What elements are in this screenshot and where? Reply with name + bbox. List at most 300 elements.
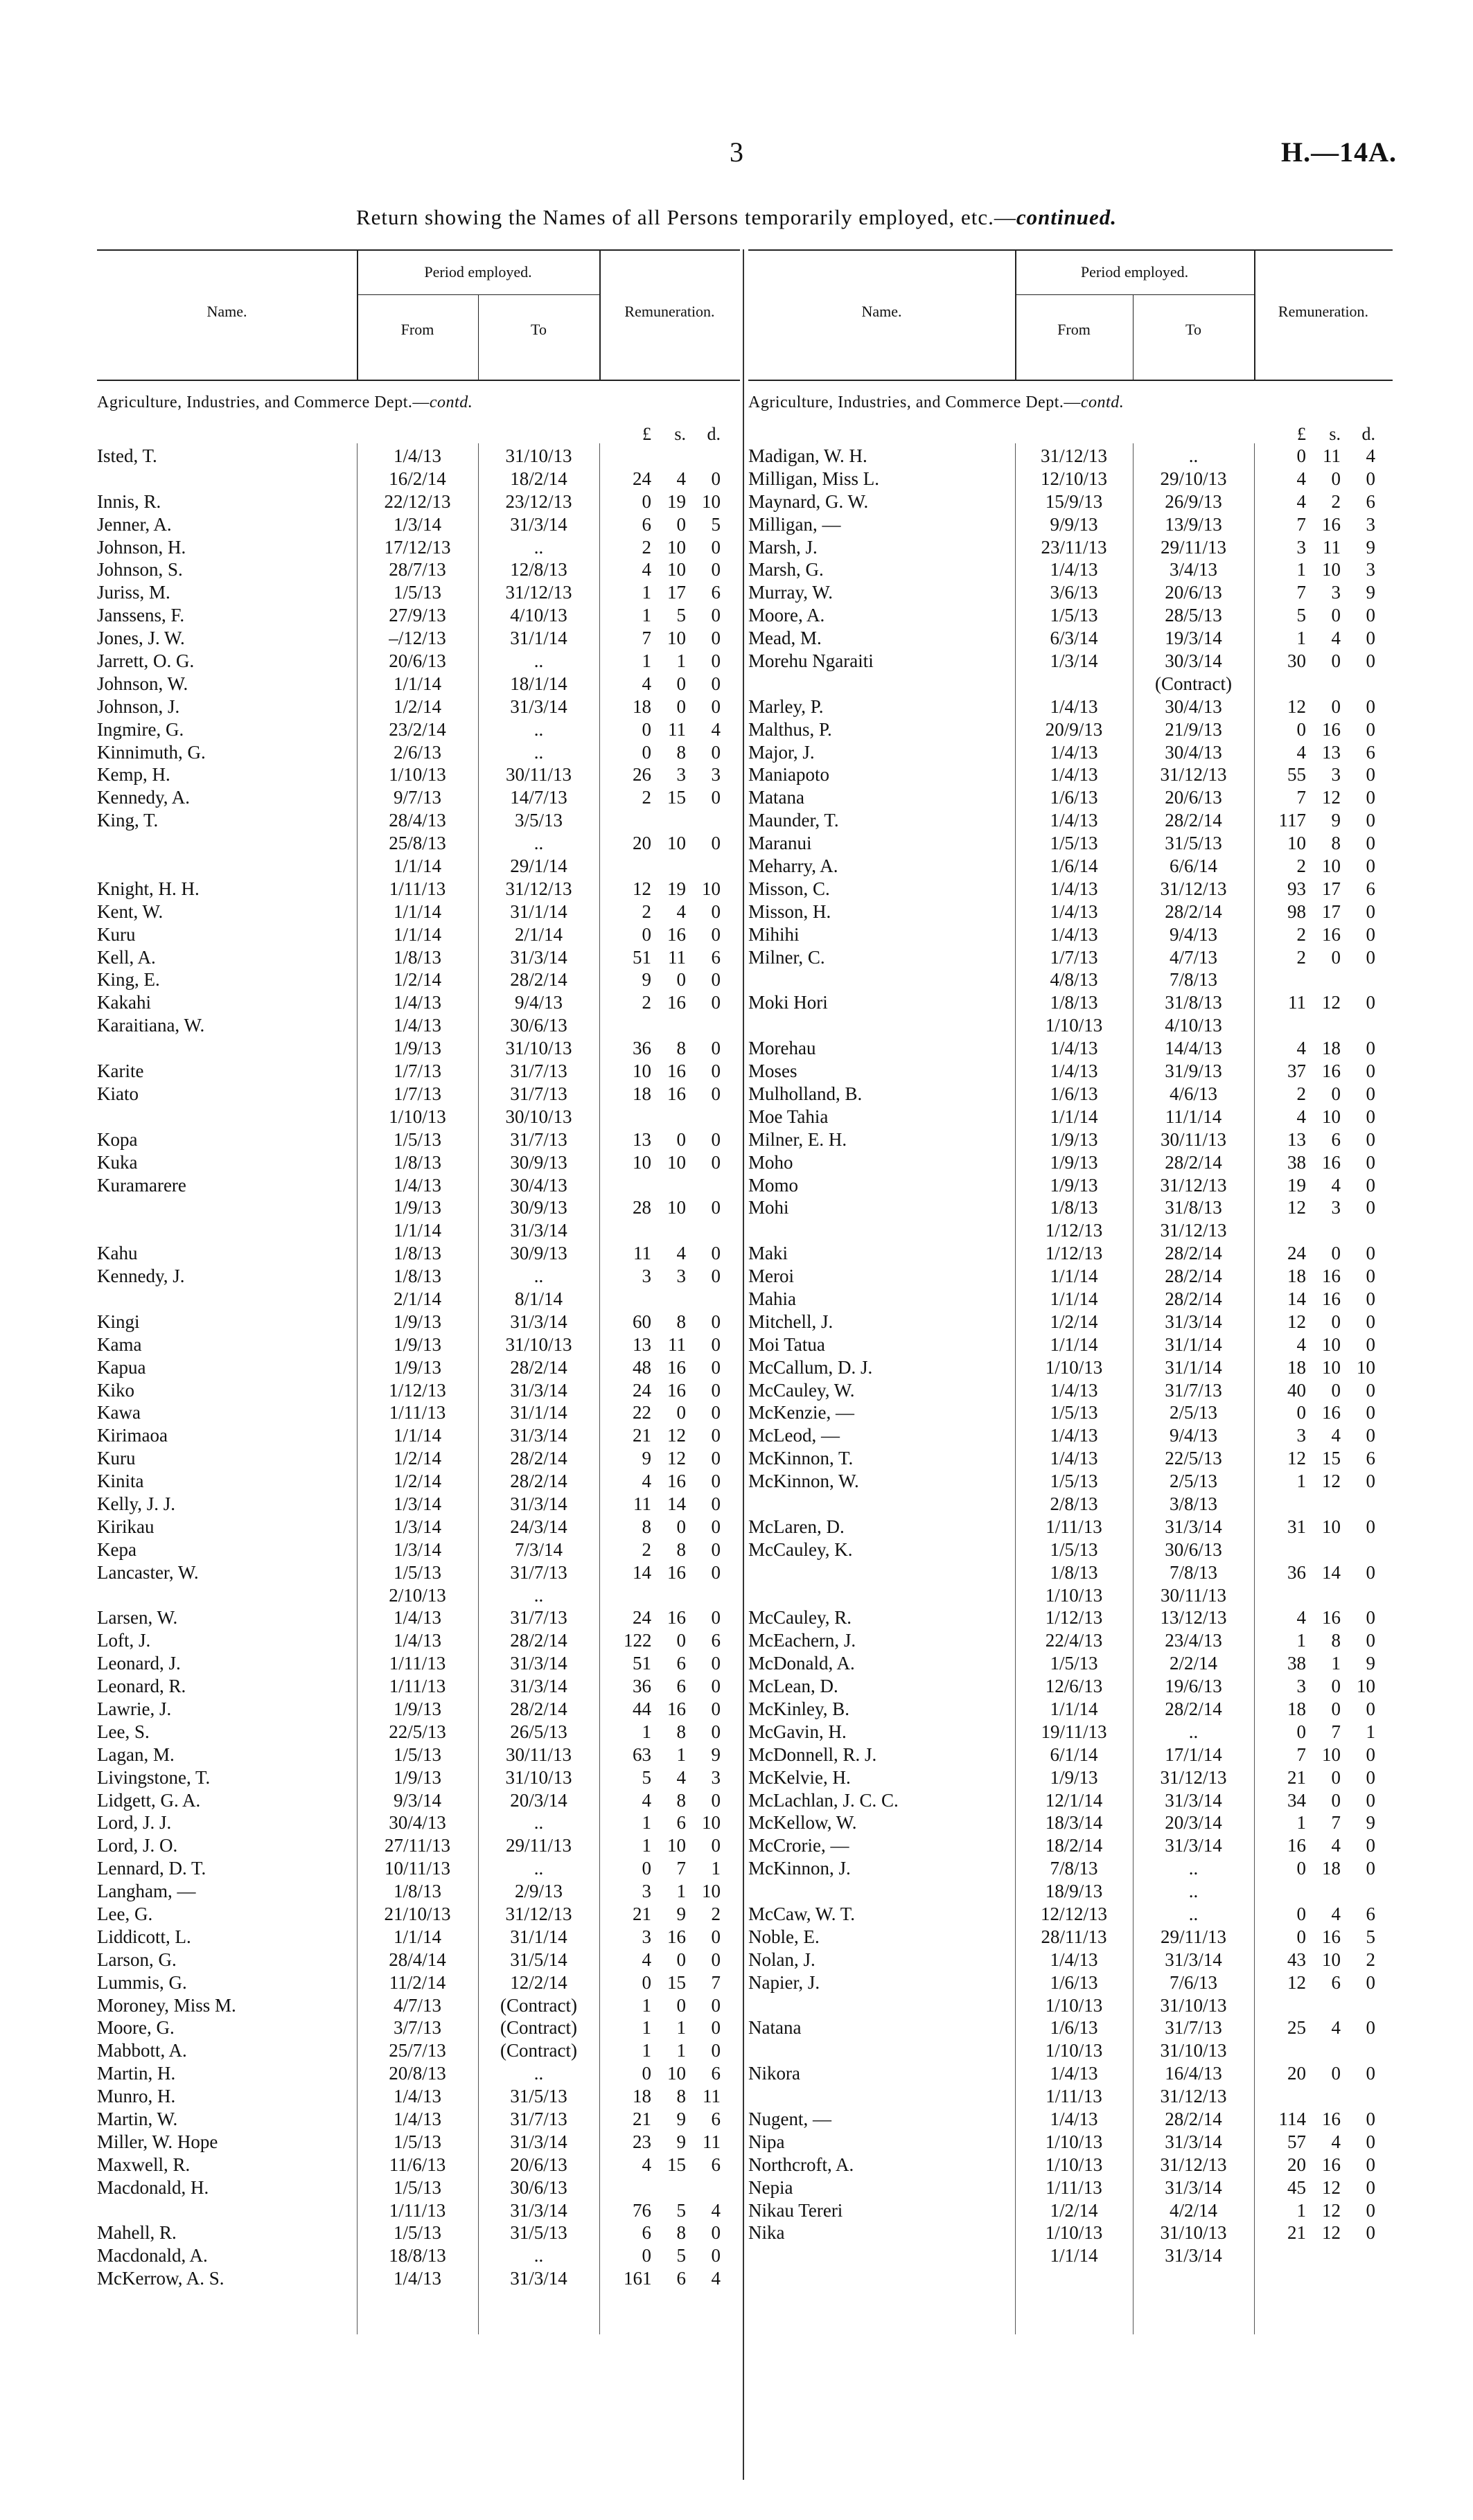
remuneration-header: Remuneration.	[1278, 303, 1369, 320]
name-cell: Mitchell, J.	[748, 1311, 833, 1332]
pounds-cell: 18	[1287, 1698, 1306, 1719]
pounds-cell: 3	[1296, 536, 1306, 558]
table-row	[748, 1629, 1393, 1652]
shillings-cell: 0	[1331, 1789, 1341, 1811]
from-date-cell: 1/10/13	[1045, 1584, 1103, 1606]
name-cell: Kiko	[97, 1379, 134, 1401]
pounds-cell: 24	[633, 1379, 651, 1401]
pence-cell: 0	[711, 695, 721, 717]
from-date-cell: 18/8/13	[389, 2245, 446, 2266]
pounds-cell: 51	[633, 1653, 651, 1674]
to-date-cell: 31/5/13	[510, 2086, 567, 2107]
shillings-cell: 6	[676, 1812, 686, 1834]
from-date-cell: 1/6/13	[1050, 1083, 1098, 1104]
from-date-cell: 7/8/13	[1050, 1858, 1098, 1879]
pounds-cell: 4	[1296, 1607, 1306, 1629]
pounds-cell: 9	[642, 1448, 651, 1469]
to-date-cell: 18/2/14	[510, 468, 567, 489]
shillings-cell: 16	[667, 1561, 686, 1583]
name-cell: Larsen, W.	[97, 1607, 178, 1629]
table-row	[748, 627, 1393, 650]
shillings-cell: 16	[1322, 1288, 1341, 1309]
pounds-cell: 2	[1296, 946, 1306, 968]
from-date-cell: 1/9/13	[393, 1197, 441, 1218]
table-row	[97, 1743, 740, 1766]
to-date-cell: 30/11/13	[1160, 1128, 1226, 1150]
name-cell: Napier, J.	[748, 1971, 820, 1993]
from-date-cell: 1/1/14	[1050, 2245, 1098, 2266]
pence-cell: 3	[1366, 559, 1375, 580]
shillings-cell: 12	[1322, 2199, 1341, 2221]
shillings-cell: 10	[1322, 855, 1341, 877]
table-row	[97, 2085, 740, 2108]
to-date-cell: 31/10/13	[505, 445, 572, 466]
from-date-cell: 9/9/13	[1050, 513, 1098, 535]
name-cell: Nika	[748, 2222, 785, 2244]
to-date-cell: ..	[1188, 445, 1199, 466]
from-date-cell: 2/8/13	[1050, 1493, 1098, 1514]
name-cell: Marley, P.	[748, 695, 824, 717]
pounds-cell: 12	[1287, 1311, 1306, 1332]
to-date-cell: ..	[533, 2063, 544, 2084]
to-date-cell: 28/2/14	[1165, 1243, 1222, 1264]
table-row	[748, 2062, 1393, 2085]
pounds-cell: 2	[642, 787, 651, 808]
pounds-cell: 11	[633, 1493, 651, 1514]
section-contd: contd.	[429, 393, 473, 411]
pence-cell: 0	[1366, 1128, 1375, 1150]
pence-cell: 0	[711, 468, 721, 489]
to-date-cell: 31/1/14	[1165, 1356, 1222, 1378]
pounds-cell: 28	[633, 1197, 651, 1218]
from-date-cell: 1/12/13	[389, 1379, 446, 1401]
pence-cell: 0	[1366, 2017, 1375, 2039]
to-date-cell: 31/3/14	[510, 2131, 567, 2152]
pence-cell: 0	[1366, 1288, 1375, 1309]
shillings-cell: 9	[676, 2131, 686, 2152]
shillings-cell: 0	[1331, 695, 1341, 717]
name-cell: Moki Hori	[748, 992, 828, 1013]
table-row	[97, 1538, 740, 1561]
to-date-cell: 31/10/13	[1160, 2040, 1227, 2061]
table-row	[97, 1401, 740, 1424]
section-heading	[748, 381, 1393, 424]
name-cell: McKenzie, —	[748, 1402, 854, 1423]
shillings-cell: 16	[1322, 513, 1341, 535]
shillings-cell: 0	[676, 969, 686, 991]
table-row	[97, 2221, 740, 2244]
to-date-cell: 31/7/13	[510, 1083, 567, 1104]
to-date-cell: 31/12/13	[1160, 2154, 1227, 2175]
table-row	[748, 946, 1393, 969]
pence-cell: 0	[1366, 1698, 1375, 1719]
pounds-cell: 0	[1296, 1721, 1306, 1742]
to-date-cell: 23/12/13	[505, 490, 572, 512]
shillings-cell: 10	[667, 1151, 686, 1173]
pence-cell: 2	[1366, 1949, 1375, 1970]
name-cell: McCrorie, —	[748, 1835, 849, 1856]
pounds-cell: 122	[624, 1630, 652, 1651]
pounds-cell: 24	[633, 1607, 651, 1629]
name-cell: Marsh, J.	[748, 536, 818, 558]
pounds-cell: 4	[1296, 1333, 1306, 1355]
table-row	[97, 604, 740, 627]
from-date-cell: 23/2/14	[389, 718, 446, 740]
table-row	[97, 1151, 740, 1174]
shillings-cell: 11	[668, 1333, 686, 1355]
name-cell: Moe Tahia	[748, 1106, 829, 1127]
from-date-cell: 6/3/14	[1050, 628, 1098, 649]
shillings-cell: 0	[1331, 468, 1341, 489]
to-header: To	[1185, 321, 1201, 338]
from-date-cell: 20/8/13	[389, 2063, 446, 2084]
shillings-cell: 11	[1323, 445, 1341, 466]
from-date-cell: 21/10/13	[384, 1904, 451, 1924]
name-cell: Nolan, J.	[748, 1949, 815, 1970]
shillings-cell: 10	[667, 1197, 686, 1218]
from-date-cell: 1/6/14	[1050, 855, 1098, 877]
table-row	[97, 1903, 740, 1926]
to-date-cell: 31/12/13	[1160, 1174, 1227, 1196]
name-cell: Mihihi	[748, 923, 800, 945]
left-rows	[97, 445, 740, 2290]
name-cell: Lennard, D. T.	[97, 1858, 206, 1879]
to-date-cell: 30/6/13	[510, 2176, 567, 2198]
from-date-cell: 1/7/13	[393, 1061, 441, 1082]
from-date-cell: 1/4/13	[1050, 741, 1098, 763]
to-date-cell: 28/2/14	[1165, 1266, 1222, 1287]
shillings-cell: 4	[1331, 1174, 1341, 1196]
to-date-cell: 31/7/13	[510, 1128, 567, 1150]
pounds-cell: 4	[642, 1949, 651, 1970]
name-cell: Kennedy, A.	[97, 787, 190, 808]
table-row	[97, 1698, 740, 1721]
table-row	[97, 2131, 740, 2154]
to-date-cell: 28/5/13	[1165, 605, 1222, 626]
section-label: Agriculture, Industries, and Commerce Dept.—	[748, 393, 1081, 411]
table-row	[748, 1106, 1393, 1128]
pounds-cell: 24	[633, 468, 651, 489]
from-date-cell: 1/7/13	[393, 1083, 441, 1104]
pence-cell: 0	[1366, 1561, 1375, 1583]
to-date-cell: 18/1/14	[510, 673, 567, 694]
pounds-cell: 0	[642, 741, 651, 763]
name-cell: Maynard, G. W.	[748, 490, 869, 512]
name-cell: Kepa	[97, 1538, 136, 1560]
shillings-cell: 16	[1322, 1151, 1341, 1173]
name-cell: Mohi	[748, 1197, 789, 1218]
table-row	[97, 1424, 740, 1447]
pence-cell: 0	[1366, 1607, 1375, 1629]
table-row	[748, 1971, 1393, 1994]
pence-cell: 9	[1366, 582, 1375, 603]
pence-cell: 0	[1366, 1379, 1375, 1401]
pence-cell: 0	[711, 1425, 721, 1446]
pounds-cell: 21	[633, 2109, 651, 2130]
from-date-cell: –/12/13	[389, 628, 446, 649]
from-date-cell: 1/10/13	[1045, 2154, 1103, 2175]
pounds-cell: 25	[1287, 2017, 1306, 2039]
shillings-cell: 8	[1331, 833, 1341, 854]
to-date-cell: ..	[533, 741, 544, 763]
shillings-cell: 12	[1322, 2176, 1341, 2198]
to-date-cell: 31/7/13	[1165, 1379, 1222, 1401]
from-date-cell: 20/6/13	[389, 650, 446, 672]
from-date-cell: 1/4/13	[393, 1174, 441, 1196]
pounds-cell: 14	[633, 1561, 651, 1583]
pence-cell: 0	[711, 1471, 721, 1492]
from-date-cell: 1/4/13	[1050, 2063, 1098, 2084]
pounds-cell: 12	[1287, 695, 1306, 717]
name-cell: Janssens, F.	[97, 605, 185, 626]
to-date-cell: 26/5/13	[510, 1721, 567, 1742]
table-row	[97, 1949, 740, 1971]
to-date-cell: 31/3/14	[510, 1425, 567, 1446]
table-row	[748, 1857, 1393, 1880]
shillings-cell: 4	[1331, 1904, 1341, 1924]
pounds-cell: 5	[642, 1766, 651, 1788]
pounds-cell: 55	[1287, 764, 1306, 786]
from-date-cell: 1/5/13	[393, 1743, 441, 1765]
page-title	[0, 205, 1473, 230]
pounds-cell: 7	[1296, 582, 1306, 603]
table-row	[748, 2154, 1393, 2176]
shillings-cell: 7	[676, 1858, 686, 1879]
from-date-cell: 1/4/13	[1050, 559, 1098, 580]
to-date-cell: 30/4/13	[510, 1174, 567, 1196]
name-cell: Miller, W. Hope	[97, 2131, 218, 2152]
table-row	[748, 1698, 1393, 1721]
to-date-cell: 30/10/13	[505, 1106, 572, 1127]
to-date-cell: 28/2/14	[1165, 1288, 1222, 1309]
right-table	[748, 249, 1393, 2267]
name-cell: Momo	[748, 1174, 799, 1196]
name-cell: Lord, J. J.	[97, 1812, 172, 1834]
pence-cell: 0	[711, 787, 721, 808]
table-row	[748, 650, 1393, 673]
from-date-cell: 27/11/13	[384, 1835, 450, 1856]
to-date-cell: 2/9/13	[514, 1881, 563, 1902]
pence-cell: 0	[711, 1721, 721, 1742]
shillings-cell: 16	[1322, 718, 1341, 740]
pounds-cell: 10	[633, 1061, 651, 1082]
from-date-cell: 3/7/13	[393, 2017, 441, 2039]
table-row	[748, 1219, 1393, 1242]
name-cell: McDonnell, R. J.	[748, 1743, 877, 1765]
from-date-cell: 1/4/13	[393, 992, 441, 1013]
pounds-cell: 4	[642, 1789, 651, 1811]
pence-cell: 0	[1366, 833, 1375, 854]
name-cell: Milligan, Miss L.	[748, 468, 880, 489]
from-date-cell: 1/5/13	[1050, 1538, 1098, 1560]
name-cell: Kakahi	[97, 992, 151, 1013]
pounds-cell: 1	[642, 605, 651, 626]
pounds-cell: 24	[1287, 1243, 1306, 1264]
to-date-cell: 31/3/14	[510, 2268, 567, 2289]
name-cell: Misson, H.	[748, 900, 831, 922]
section-label: Agriculture, Industries, and Commerce Dept.—	[97, 393, 430, 411]
table-row	[97, 627, 740, 650]
pound-unit: £	[642, 424, 651, 444]
shillings-cell: 9	[676, 1904, 686, 1924]
name-cell: Maniapoto	[748, 764, 829, 786]
name-cell: McCauley, R.	[748, 1607, 852, 1629]
pence-cell: 0	[1366, 1083, 1375, 1104]
from-date-cell: 22/5/13	[389, 1721, 446, 1742]
left-table-header	[97, 249, 740, 381]
from-date-cell: 4/7/13	[393, 1994, 441, 2016]
name-cell: McKelvie, H.	[748, 1766, 851, 1788]
pounds-cell: 114	[1278, 2109, 1306, 2130]
table-row	[748, 490, 1393, 513]
pence-cell: 0	[1366, 2199, 1375, 2221]
from-date-cell: 1/1/14	[393, 855, 441, 877]
table-row	[97, 650, 740, 673]
pence-cell: 0	[1366, 468, 1375, 489]
pence-cell: 6	[1366, 741, 1375, 763]
shillings-cell: 7	[1331, 1721, 1341, 1742]
pounds-cell: 0	[1296, 1402, 1306, 1423]
pounds-cell: 22	[633, 1402, 651, 1423]
pounds-cell: 21	[633, 1425, 651, 1446]
name-cell: Nugent, —	[748, 2109, 831, 2130]
from-date-cell: 12/10/13	[1040, 468, 1107, 489]
pounds-cell: 21	[1287, 1766, 1306, 1788]
name-cell: Lummis, G.	[97, 1971, 187, 1993]
to-date-cell: 22/5/13	[1165, 1448, 1222, 1469]
pounds-cell: 18	[1287, 1356, 1306, 1378]
shillings-cell: 10	[667, 833, 686, 854]
shillings-cell: 0	[676, 513, 686, 535]
pence-cell: 0	[711, 1379, 721, 1401]
pounds-cell: 4	[1296, 468, 1306, 489]
to-date-cell: 29/10/13	[1160, 468, 1227, 489]
pounds-cell: 1	[642, 582, 651, 603]
pounds-cell: 1	[1296, 628, 1306, 649]
to-date-cell: 9/4/13	[1169, 1425, 1217, 1446]
from-date-cell: 1/4/13	[393, 1607, 441, 1629]
pounds-cell: 2	[1296, 923, 1306, 945]
pence-cell: 0	[711, 1266, 721, 1287]
from-date-cell: 1/1/14	[1050, 1698, 1098, 1719]
pounds-cell: 20	[633, 833, 651, 854]
pounds-cell: 5	[1296, 605, 1306, 626]
name-cell: Moore, G.	[97, 2017, 175, 2039]
pounds-cell: 7	[1296, 513, 1306, 535]
pounds-cell: 57	[1287, 2131, 1306, 2152]
shillings-cell: 5	[676, 2245, 686, 2266]
shillings-cell: 6	[676, 1676, 686, 1697]
name-cell: Langham, —	[97, 1881, 196, 1902]
shillings-cell: 14	[667, 1493, 686, 1514]
name-cell: Martin, W.	[97, 2109, 178, 2130]
from-date-cell: 1/9/13	[393, 1311, 441, 1332]
name-cell: Kell, A.	[97, 946, 156, 968]
pence-cell: 0	[1366, 1835, 1375, 1856]
shillings-cell: 10	[667, 559, 686, 580]
name-cell: McEachern, J.	[748, 1630, 856, 1651]
pounds-cell: 21	[1287, 2222, 1306, 2244]
pence-cell: 6	[711, 2109, 721, 2130]
pounds-cell: 12	[1287, 1971, 1306, 1993]
name-cell: King, E.	[97, 969, 160, 991]
pence-cell: 0	[1366, 718, 1375, 740]
from-date-cell: 25/8/13	[389, 833, 446, 854]
table-row	[748, 1903, 1393, 1926]
shillings-cell: 3	[676, 1266, 686, 1287]
name-cell: Kuru	[97, 1448, 136, 1469]
from-date-cell: 1/3/14	[393, 1493, 441, 1514]
pence-cell: 0	[711, 1949, 721, 1970]
shillings-cell: 4	[1331, 2017, 1341, 2039]
pence-cell: 0	[1366, 810, 1375, 831]
table-row	[97, 741, 740, 764]
pence-cell: 0	[711, 2222, 721, 2244]
from-date-cell: 11/6/13	[389, 2154, 446, 2175]
shillings-cell: 9	[676, 2109, 686, 2130]
name-cell: Jenner, A.	[97, 513, 172, 535]
to-date-cell: 20/6/13	[510, 2154, 567, 2175]
to-date-cell: 31/3/14	[510, 946, 567, 968]
name-cell: Kiato	[97, 1083, 139, 1104]
table-row	[97, 1288, 740, 1311]
pence-cell: 0	[711, 605, 721, 626]
pounds-cell: 4	[642, 1471, 651, 1492]
name-cell: Nikau Tereri	[748, 2199, 843, 2221]
pence-cell: 11	[703, 2131, 721, 2152]
from-header: From	[400, 321, 434, 338]
table-row	[97, 1014, 740, 1037]
to-date-cell: 31/10/13	[505, 1333, 572, 1355]
from-date-cell: 20/9/13	[1045, 718, 1103, 740]
shillings-cell: 4	[1331, 2131, 1341, 2152]
table-row	[97, 2154, 740, 2176]
table-row	[97, 558, 740, 581]
from-date-cell: 1/5/13	[1050, 1653, 1098, 1674]
from-date-cell: 22/4/13	[1045, 1630, 1103, 1651]
pence-cell: 6	[711, 2154, 721, 2175]
pounds-cell: 36	[633, 1676, 651, 1697]
table-row	[748, 1493, 1393, 1516]
pence-cell: 0	[711, 1243, 721, 1264]
from-date-cell: 1/1/14	[1050, 1106, 1098, 1127]
from-date-cell: 1/4/13	[1050, 878, 1098, 899]
table-row	[748, 1333, 1393, 1356]
table-row	[748, 604, 1393, 627]
pounds-cell: 98	[1287, 900, 1306, 922]
remuneration-header: Remuneration.	[624, 303, 715, 320]
shillings-cell: 4	[1331, 628, 1341, 649]
shillings-cell: 8	[676, 1721, 686, 1742]
shillings-cell: 4	[676, 468, 686, 489]
pounds-cell: 20	[1287, 2154, 1306, 2175]
name-cell: Karaitiana, W.	[97, 1015, 205, 1036]
from-date-cell: 1/4/13	[1050, 695, 1098, 717]
table-row	[748, 581, 1393, 604]
pounds-cell: 0	[642, 718, 651, 740]
table-row	[748, 695, 1393, 718]
name-cell: Malthus, P.	[748, 718, 832, 740]
pounds-cell: 0	[1296, 1904, 1306, 1924]
to-date-cell: 9/4/13	[1169, 923, 1217, 945]
pounds-cell: 18	[1287, 1266, 1306, 1287]
from-date-cell: 1/5/13	[393, 582, 441, 603]
name-cell: Maunder, T.	[748, 810, 839, 831]
to-date-cell: 31/8/13	[1165, 992, 1222, 1013]
to-date-cell: 28/2/14	[1165, 900, 1222, 922]
to-date-cell: 31/7/13	[510, 2109, 567, 2130]
shillings-cell: 8	[676, 2222, 686, 2244]
